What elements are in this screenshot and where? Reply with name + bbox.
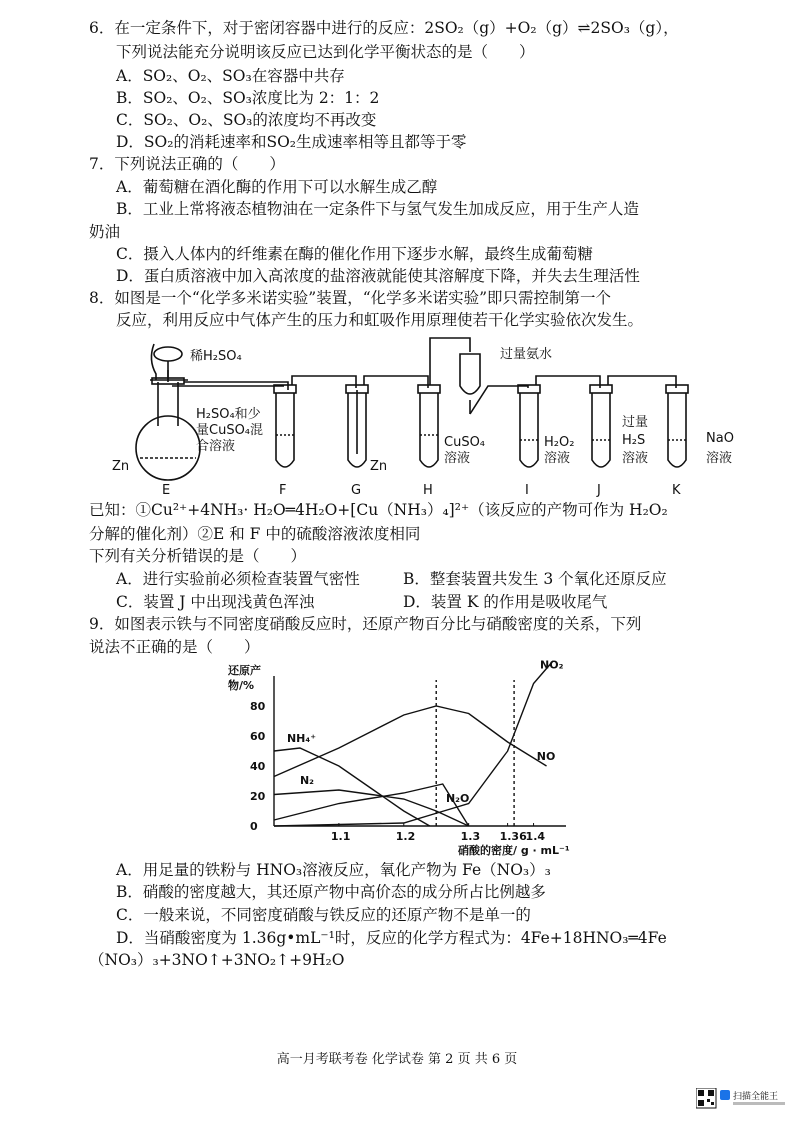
q8-option-c: C．装置 J 中出现浅黄色浑浊 [116, 593, 315, 611]
q7-option-b: B．工业上常将液态植物油在一定条件下与氢气发生加成反应，用于生产人造 [116, 200, 639, 218]
q9-option-b: B．硝酸的密度越大，其还原产物中高价态的成分所占比例越多 [116, 883, 546, 901]
scanner-watermark [696, 1088, 788, 1110]
chart-x-tick-label: 1.36 [499, 830, 527, 843]
chart-y-tick-label: 80 [250, 700, 266, 713]
q7-option-d: D．蛋白质溶液中加入高浓度的盐溶液就能使其溶解度下降，并失去生理活性 [116, 267, 640, 285]
q6-stem-line2: 下列说法能充分说明该反应已达到化学平衡状态的是（ ） [116, 43, 535, 61]
q9-option-d: D．当硝酸密度为 1.36g•mL⁻¹时，反应的化学方程式为：4Fe+18HNO₃═4Fe [116, 929, 667, 947]
label-j: J [597, 483, 601, 498]
chart-x-tick-label: 1.3 [460, 830, 481, 843]
q7-option-b-cont: 奶油 [89, 223, 121, 241]
chart-series-label: N₂ [299, 774, 314, 787]
label-h2s-line3: 溶液 [622, 451, 649, 466]
q9-option-d-cont: （NO₃）₃+3NO↑+3NO₂↑+9H₂O [89, 951, 345, 969]
q9-stem-line1: 9．如图表示铁与不同密度硝酸反应时，还原产物百分比与硝酸密度的关系，下列 [89, 615, 642, 633]
q8-option-b: B．整套装置共发生 3 个氧化还原反应 [403, 570, 667, 588]
page-footer: 高一月考联考卷 化学试卷 第 2 页 共 6 页 [276, 1052, 518, 1067]
label-e: E [162, 483, 171, 498]
chart-xlabel: 硝酸的密度/ g · mL⁻¹ [458, 844, 570, 856]
label-naoh-line2: 溶液 [706, 451, 733, 466]
label-zn-g: Zn [370, 459, 388, 474]
chart-x-tick-label: 1.4 [525, 830, 546, 843]
q8-known-line1: 已知：①Cu²⁺+4NH₃· H₂O═4H₂O+[Cu（NH₃）₄]²⁺（该反应的产物可作为 H₂O₂ [89, 501, 668, 519]
q8-known-line2: 分解的催化剂）②E 和 F 中的硫酸溶液浓度相同 [89, 525, 421, 543]
chart-y-tick-label: 40 [250, 760, 266, 773]
chart-x-tick-label: 1.1 [330, 830, 351, 843]
label-i: I [525, 483, 529, 498]
q8-stem-line2: 反应，利用反应中气体产生的压力和虹吸作用原理使若干化学实验依次发生。 [116, 311, 644, 329]
label-h2o2-line1: H₂O₂ [544, 435, 575, 450]
q8-option-a: A．进行实验前必须检查装置气密性 [116, 570, 360, 588]
q6-option-c: C．SO₂、O₂、SO₃的浓度均不再改变 [116, 111, 377, 129]
label-g: G [351, 483, 362, 498]
chart-ylabel-line2: 物/% [228, 679, 255, 692]
reduction-product-chart [226, 656, 622, 856]
label-h2o2-line2: 溶液 [544, 451, 571, 466]
chart-ylabel-line1: 还原产 [228, 664, 261, 677]
label-zn-e: Zn [112, 459, 130, 474]
q7-stem: 7．下列说法正确的（ ） [89, 155, 285, 173]
chart-series-label: NH₄⁺ [286, 732, 317, 745]
label-mix-line1: H₂SO₄和少 [196, 407, 261, 422]
label-dilute-acid: 稀H₂SO₄ [190, 349, 242, 364]
chart-series-label: NO [536, 750, 556, 763]
chart-series-label: NO₂ [540, 658, 564, 672]
q6-option-d: D．SO₂的消耗速率和SO₂生成速率相等且都等于零 [116, 133, 467, 151]
q9-option-c: C．一般来说，不同密度硝酸与铁反应的还原产物不是单一的 [116, 906, 531, 924]
label-mix-line3: 合溶液 [196, 439, 236, 454]
domino-apparatus-diagram [108, 330, 744, 498]
label-cuso4-line2: 溶液 [444, 451, 471, 466]
chart-y-tick-label: 20 [250, 790, 266, 803]
chart-x-tick-label: 1.2 [395, 830, 416, 843]
label-mix-line2: 量CuSO₄混 [196, 423, 264, 438]
q6-option-b: B．SO₂、O₂、SO₃浓度比为 2：1：2 [116, 89, 380, 107]
chart-series-line [274, 790, 469, 826]
q8-ask: 下列有关分析错误的是（ ） [89, 547, 307, 565]
chart-series-line [274, 784, 469, 826]
label-naoh-line1: NaO [706, 431, 734, 446]
label-h: H [423, 483, 433, 498]
q8-option-d: D．装置 K 的作用是吸收尾气 [403, 593, 608, 611]
q8-stem-line1: 8．如图是一个“化学多米诺实验”装置，“化学多米诺实验”即只需控制第一个 [89, 289, 612, 307]
stamp-text: 扫描全能王 [733, 1092, 779, 1102]
chart-y-tick-label: 0 [250, 820, 258, 833]
label-k: K [672, 483, 681, 498]
label-f: F [279, 483, 287, 498]
label-cuso4-line1: CuSO₄ [444, 435, 486, 450]
q7-option-a: A．葡萄糖在酒化酶的作用下可以水解生成乙醇 [116, 178, 438, 196]
q9-option-a: A．用足量的铁粉与 HNO₃溶液反应，氧化产物为 Fe（NO₃）₃ [116, 861, 551, 879]
label-h2s-line2: H₂S [622, 433, 646, 448]
q6-option-a: A．SO₂、O₂、SO₃在容器中共存 [116, 67, 345, 85]
chart-series-label: N₂O [445, 792, 470, 805]
chart-y-tick-label: 60 [250, 730, 266, 743]
q7-option-c: C．摄入人体内的纤维素在酶的催化作用下逐步水解，最终生成葡萄糖 [116, 245, 593, 263]
label-h2s-line1: 过量 [622, 415, 649, 430]
label-ammonia: 过量氨水 [500, 347, 553, 362]
q6-stem-line1: 6．在一定条件下，对于密闭容器中进行的反应：2SO₂（g）+O₂（g）⇌2SO₃（g）， [89, 19, 679, 37]
q9-stem-line2: 说法不正确的是（ ） [89, 638, 260, 656]
